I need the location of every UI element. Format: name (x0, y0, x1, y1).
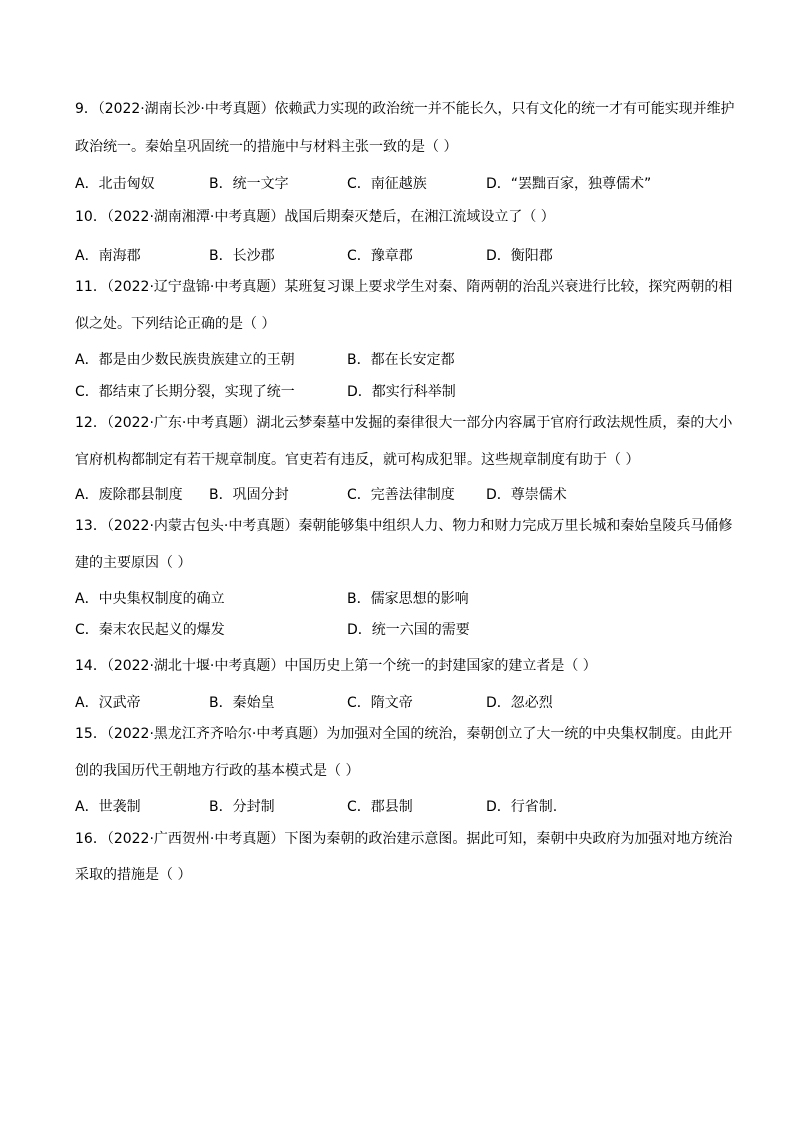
question-11-option-b: B．都在长安定都 (347, 352, 455, 368)
question-15-option-a: A．世袭制 (75, 799, 141, 815)
question-9-option-d: D．“罢黜百家，独尊儒术” (486, 176, 652, 192)
question-10-option-b: B．长沙郡 (209, 248, 275, 264)
question-15-line-2: 创的我国历代王朝地方行政的基本模式是（ ） (75, 763, 360, 779)
question-14-line-1: 14．（2022·湖北十堰·中考真题）中国历史上第一个统一的封建国家的建立者是（ ） (75, 658, 597, 674)
question-12-option-d: D．尊崇儒术 (486, 487, 567, 503)
question-12-line-2: 官府机构都制定有若干规章制度。官吏若有违反，就可构成犯罪。这些规章制度有助于（ ） (75, 452, 640, 468)
question-9-line-1: 9．（2022·湖南长沙·中考真题）依赖武力实现的政治统一并不能长久，只有文化的统一才有可能实现并维护 (75, 101, 735, 117)
question-13-line-1: 13．（2022·内蒙古包头·中考真题）秦朝能够集中组织人力、物力和财力完成万里长城和秦始皇陵兵马俑修 (75, 518, 733, 534)
question-13-option-a: A．中央集权制度的确立 (75, 591, 225, 607)
question-10-option-a: A．南海郡 (75, 248, 141, 264)
question-14-option-c: C．隋文帝 (347, 695, 413, 711)
question-11-line-2: 似之处。下列结论正确的是（ ） (75, 316, 276, 332)
question-15-line-1: 15．（2022·黑龙江齐齐哈尔·中考真题）为加强对全国的统治，秦朝创立了大一统的中央集权制度。由此开 (75, 726, 733, 742)
question-12-option-b: B．巩固分封 (209, 487, 289, 503)
question-14-option-b: B．秦始皇 (209, 695, 275, 711)
question-15-option-b: B．分封制 (209, 799, 275, 815)
question-12-option-a: A．废除郡县制度 (75, 487, 183, 503)
question-14-option-d: D．忽必烈 (486, 695, 553, 711)
question-14-option-a: A．汉武帝 (75, 695, 141, 711)
question-15-option-c: C．郡县制 (347, 799, 413, 815)
question-16-line-1: 16．（2022·广西贺州·中考真题）下图为秦朝的政治建示意图。据此可知，秦朝中央政府为加强对地方统治 (75, 831, 733, 847)
question-13-line-2: 建的主要原因（ ） (75, 555, 192, 571)
question-16-line-2: 采取的措施是（ ） (75, 867, 192, 883)
question-10-line-1: 10．（2022·湖南湘潭·中考真题）战国后期秦灭楚后，在湘江流域设立了（ ） (75, 209, 555, 225)
question-15-option-d: D．行省制. (486, 799, 558, 815)
question-9-option-b: B．统一文字 (209, 176, 289, 192)
question-10-option-d: D．衡阳郡 (486, 248, 553, 264)
question-9-option-c: C．南征越族 (347, 176, 427, 192)
question-11-option-a: A．都是由少数民族贵族建立的王朝 (75, 352, 295, 368)
question-13-option-b: B．儒家思想的影响 (347, 591, 469, 607)
question-12-option-c: C．完善法律制度 (347, 487, 455, 503)
question-12-line-1: 12．（2022·广东·中考真题）湖北云梦秦墓中发掘的秦律很大一部分内容属于官府行政法规性质，秦的大小 (75, 415, 733, 431)
question-9-line-2: 政治统一。秦始皇巩固统一的措施中与材料主张一致的是（ ） (75, 139, 458, 155)
question-11-line-1: 11．（2022·辽宁盘锦·中考真题）某班复习课上要求学生对秦、隋两朝的治乱兴衰进行比较，探究两朝的相 (75, 279, 733, 295)
question-9-option-a: A．北击匈奴 (75, 176, 155, 192)
question-13-option-d: D．统一六国的需要 (347, 622, 470, 638)
question-11-option-c: C．都结束了长期分裂，实现了统一 (75, 384, 295, 400)
question-10-option-c: C．豫章郡 (347, 248, 413, 264)
question-13-option-c: C．秦末农民起义的爆发 (75, 622, 225, 638)
question-11-option-d: D．都实行科举制 (347, 384, 456, 400)
